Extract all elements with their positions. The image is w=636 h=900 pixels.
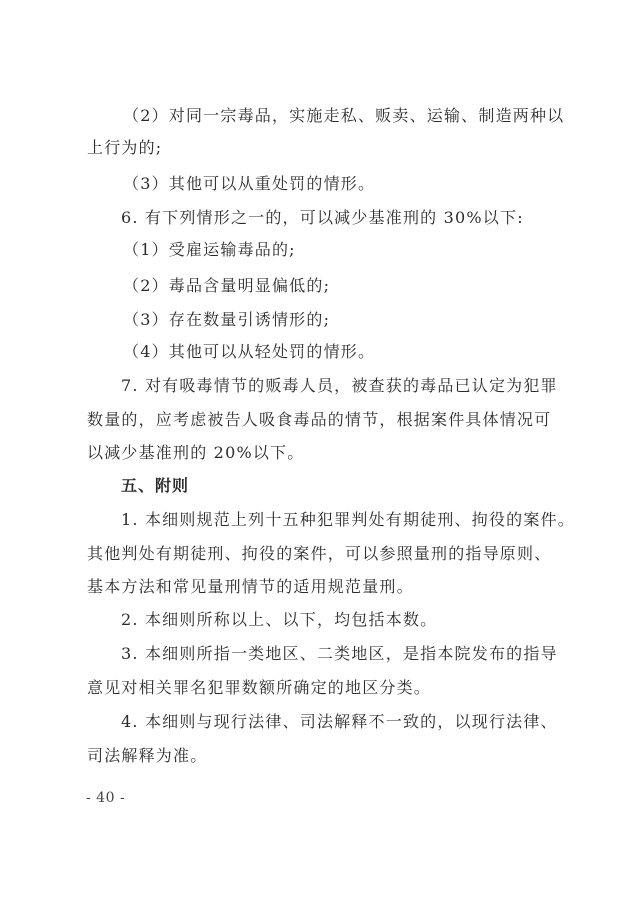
text-line: 数量的，应考虑被告人吸食毒品的情节，根据案件具体情况可 [87,410,552,429]
page-number: - 40 - [86,790,126,806]
text-line: 7. 对有吸毒情节的贩毒人员，被查获的毒品已认定为犯罪 [121,376,558,395]
text-line: 其他判处有期徒刑、拘役的案件，可以参照量刑的指导原则、 [87,544,552,563]
text-line: 4. 本细则与现行法律、司法解释不一致的，以现行法律、 [121,712,558,731]
text-line: （3）其他可以从重处罚的情形。 [123,174,376,193]
section-heading: 五、附则 [121,476,190,495]
text-line: （2）对同一宗毒品，实施走私、贩卖、运输、制造两种以 [123,106,565,125]
text-line: 6. 有下列情形之一的，可以减少基准刑的 30%以下: [121,208,524,227]
text-line: 2. 本细则所称以上、以下，均包括本数。 [121,610,438,629]
text-line: 3. 本细则所指一类地区、二类地区，是指本院发布的指导 [121,644,558,663]
text-line: 司法解释为准。 [87,746,208,765]
text-line: （2）毒品含量明显偏低的; [123,276,331,295]
text-line: 上行为的; [87,138,163,157]
text-line: （1）受雇运输毒品的; [123,240,296,259]
text-line: 以减少基准刑的 20%以下。 [87,443,305,462]
text-line: 基本方法和常见量刑情节的适用规范量刑。 [87,577,414,596]
text-line: 1. 本细则规范上列十五种犯罪判处有期徒刑、拘役的案件。 [121,510,575,529]
text-line: 意见对相关罪名犯罪数额所确定的地区分类。 [87,678,432,697]
text-line: （4）其他可以从轻处罚的情形。 [123,342,376,361]
text-line: （3）存在数量引诱情形的; [123,310,331,329]
